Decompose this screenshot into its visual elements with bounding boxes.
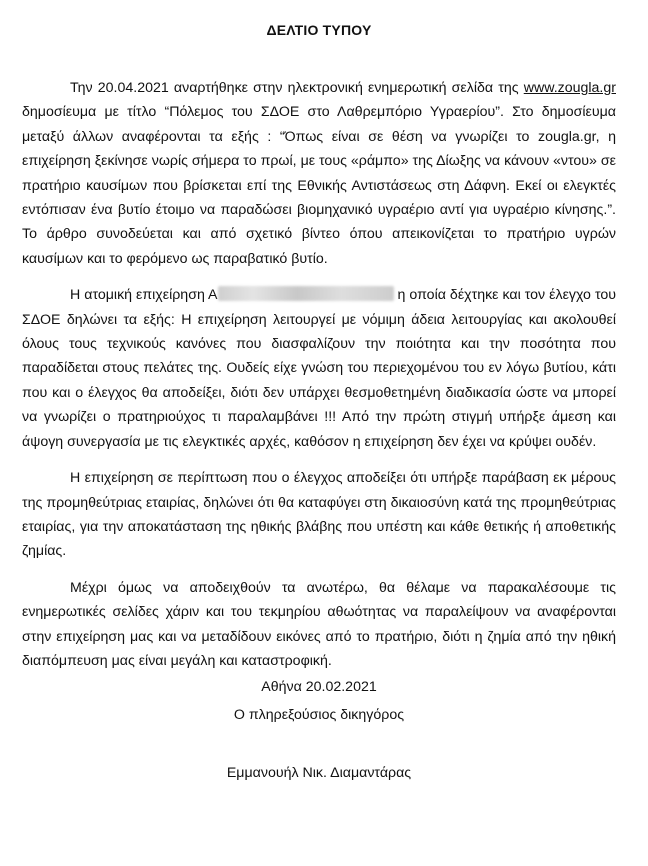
signatory-name: Εμμανουήλ Νικ. Διαμαντάρας	[226, 765, 412, 782]
paragraph-2-intro: Η ατομική επιχείρηση Α	[70, 287, 218, 304]
paragraph-2-body: η οποία δέχτηκε και τον έλεγχο του ΣΔΟΕ δηλώνει τα εξής: Η επιχείρηση λειτουργεί με νόμιμη άδεια λειτουργίας και ακολουθεί όλους τους τεχνικούς κανόνες που διασφαλίζουν την ποιότητα και την ποσότητα που παραδίδεται στους πελάτες της. Ουδείς είχε γνώση του περιεχομένου του εν λόγω βυτίου, κάτι που και ο έλεγχος θα αποδείξει, διότι δεν υπάρχει θεσμοθετημένη διαδικασία ώστε να μπορεί να γνωρίζει ο πρατηριούχος τι παραλαμβάνει !!! Από την πρώτη στιγμή υπήρξε άμεση και άψογη συνεργασία με τις ελεγκτικές αρχές, καθόσον η επιχείρηση δεν έχει να κρύψει ουδέν.	[22, 287, 616, 450]
redacted-business-name	[218, 286, 394, 301]
paragraph-2	[22, 283, 616, 454]
paragraph-4: Μέχρι όμως να αποδειχθούν τα ανωτέρω, θα θέλαμε να παρακαλέσουμε τις ενημερωτικές σελίδες χάριν και του τεκμηρίου αθωότητας να παραλείψουν να αναφέρονται στην επιχείρηση μας και να μεταδίδουν εικόνες από το πρατήριο, διότι η ζημία από την ηθική διαπόμπευση μας είναι μεγάλη και καταστροφική.	[22, 579, 616, 669]
paragraph-1-body: δημοσίευμα με τίτλο “Πόλεμος του ΣΔΟΕ στο Λαθρεμπόριο Υγραερίου”. Στο δημοσίευμα μεταξύ άλλων αναφέρονται τα εξής : “Όπως είναι σε θέση να γνωρίζει το zougla.gr, η επιχείρηση ξεκίνησε νωρίς σήμερα το πρωί, με τους «ράμπο» της Δίωξης να κάνουν «ντου» σε πρατήριο καυσίμων που βρίσκεται επί της Εθνικής Αντιστάσεως στη Δάφνη. Εκεί οι ελεγκτές εντόπισαν ένα βυτίο έτοιμο να παραδώσει βιομηχανικό υγραέριο αντί για υγραέριο κίνησης.”. Το άρθρο συνοδεύεται και από σχετικό βίντεο όπου απεικονίζεται το πρατήριο υγρών καυσίμων και το φερόμενο ως παραβατικό βυτίο.	[22, 104, 616, 267]
place-date: Αθήνα 20.02.2021	[261, 679, 377, 696]
document-title: ΔΕΛΤΙΟ ΤΥΠΟΥ	[266, 22, 372, 38]
paragraph-3: Η επιχείρηση σε περίπτωση που ο έλεγχος αποδείξει ότι υπήρξε παράβαση εκ μέρους της προμηθεύτριας εταιρίας, δηλώνει ότι θα καταφύγει στη δικαιοσύνη κατά της προμηθεύτριας εταιρίας, για την αποκατάσταση της ηθικής βλάβης που υπέστη και κάθε θετικής ή αποθετικής ζημίας.	[22, 470, 616, 560]
signatory-role: Ο πληρεξούσιος δικηγόρος	[233, 707, 405, 724]
zougla-link[interactable]: www.zougla.gr	[523, 80, 616, 96]
paragraph-1-intro: Την 20.04.2021 αναρτήθηκε στην ηλεκτρονική ενημερωτική σελίδα της	[70, 80, 524, 96]
paragraph-1	[22, 76, 616, 271]
